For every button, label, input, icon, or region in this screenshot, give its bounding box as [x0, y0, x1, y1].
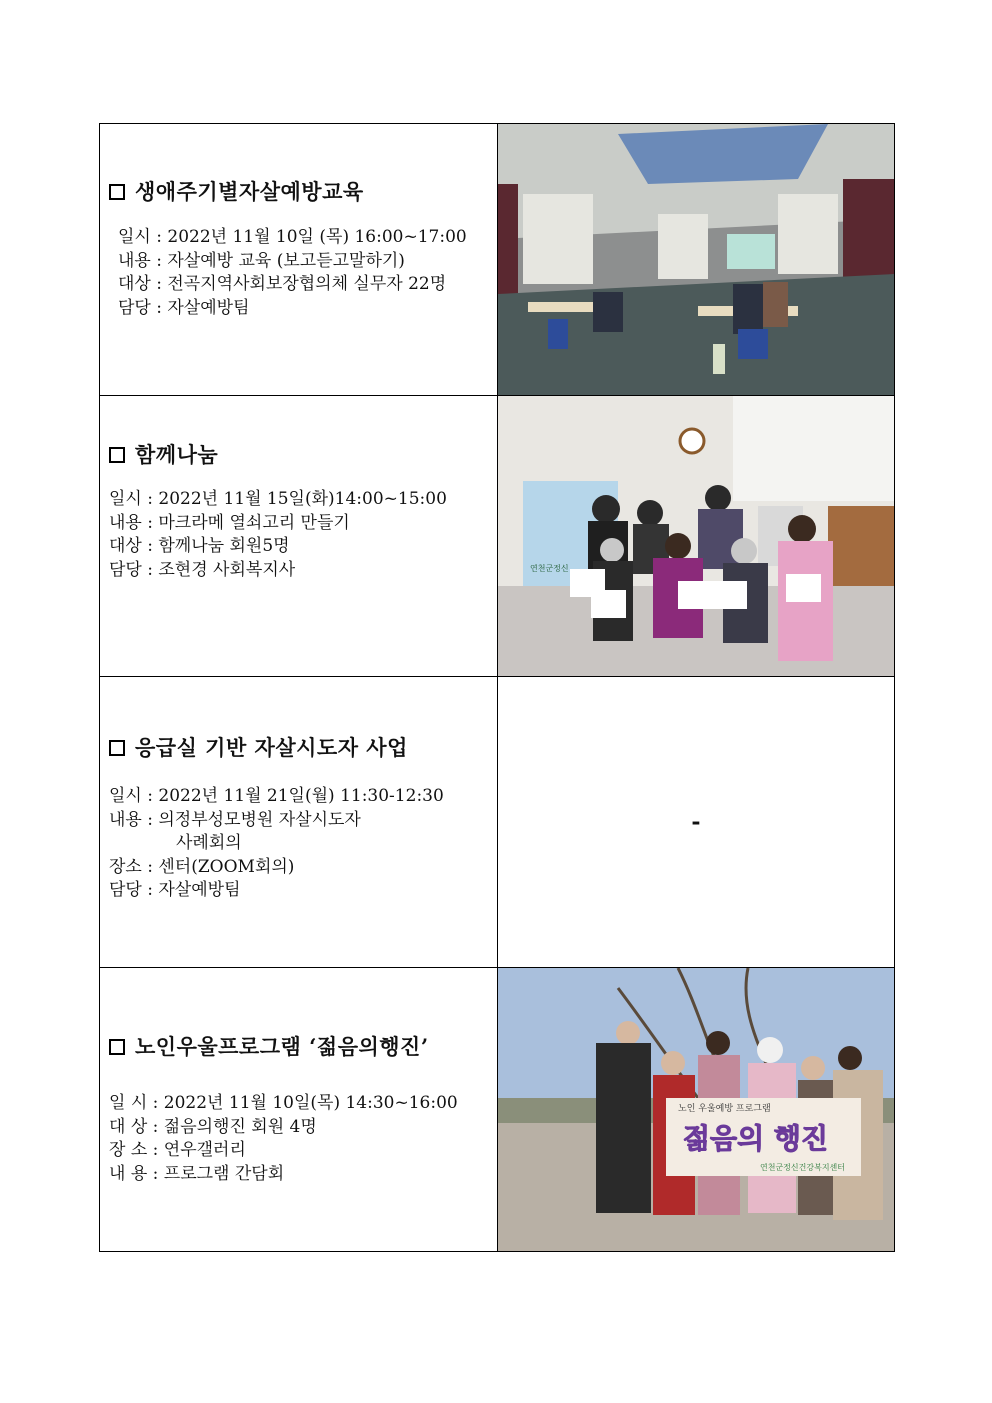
section-photo-cell — [498, 677, 895, 968]
section-row — [100, 677, 895, 968]
no-photo-dash: - — [691, 809, 701, 835]
detail-line: 내용 : 마크라메 열쇠고리 만들기 — [109, 512, 350, 533]
checkbox-square-icon — [109, 184, 125, 200]
banner-title-text: 젊음의 행진 — [683, 1122, 828, 1155]
section-row — [100, 396, 895, 677]
section-title: 생애주기별자살예방교육 — [109, 176, 364, 206]
section-details — [109, 1092, 458, 1186]
section-text-cell — [100, 968, 498, 1252]
detail-line: 일 시 : 2022년 11월 10일(목) 14:30~16:00 — [109, 1093, 458, 1113]
section-row — [100, 968, 895, 1252]
banner-top-text: 노인 우울예방 프로그램 — [678, 1104, 771, 1114]
program-report-table — [99, 123, 895, 1252]
section-title: 응급실 기반 자살시도자 사업 — [109, 732, 408, 762]
detail-line: 담당 : 조현경 사회복지사 — [109, 559, 296, 580]
checkbox-square-icon — [109, 1039, 125, 1055]
detail-line: 내용 : 의정부성모병원 자살시도자 — [109, 809, 361, 830]
detail-line: 일시 : 2022년 11월 10일 (목) 16:00~17:00 — [118, 227, 467, 247]
section-title: 함께나눔 — [109, 439, 218, 469]
detail-line: 장 소 : 연우갤러리 — [109, 1140, 246, 1160]
section-details — [118, 226, 467, 320]
detail-line: 담당 : 자살예방팀 — [118, 297, 250, 318]
section-details — [109, 785, 444, 903]
detail-line: 담당 : 자살예방팀 — [109, 880, 241, 900]
checkbox-square-icon — [109, 447, 125, 463]
outdoor-group-photo — [498, 968, 894, 1251]
section-photo-cell — [498, 968, 895, 1252]
section-row — [100, 124, 895, 396]
detail-line: 장소 : 센터(ZOOM회의) — [109, 856, 295, 877]
detail-line: 대상 : 전곡지역사회보장협의체 실무자 22명 — [118, 274, 447, 294]
section-title: 노인우울프로그램 ‘젊음의행진’ — [109, 1031, 429, 1061]
detail-line: 대 상 : 젊음의행진 회원 4명 — [109, 1116, 317, 1137]
section-photo-cell — [498, 124, 895, 396]
section-details — [109, 488, 447, 582]
seminar-room-photo — [498, 124, 894, 395]
detail-line: 사례회의 — [176, 833, 242, 853]
group-craft-photo — [498, 396, 894, 676]
detail-line: 일시 : 2022년 11월 21일(월) 11:30-12:30 — [109, 786, 444, 806]
detail-line: 대상 : 함께나눔 회원5명 — [109, 536, 290, 556]
section-photo-cell — [498, 396, 895, 677]
photo-banner-text: 연천군정신 — [530, 564, 569, 573]
detail-line: 내 용 : 프로그램 간담회 — [109, 1163, 285, 1184]
banner-org-text: 연천군정신건강복지센터 — [760, 1163, 846, 1172]
section-text-cell — [100, 396, 498, 677]
detail-line: 일시 : 2022년 11월 15일(화)14:00~15:00 — [109, 489, 447, 509]
section-text-cell — [100, 677, 498, 968]
checkbox-square-icon — [109, 740, 125, 756]
section-text-cell — [100, 124, 498, 396]
detail-line: 내용 : 자살예방 교육 (보고듣고말하기) — [118, 250, 405, 271]
